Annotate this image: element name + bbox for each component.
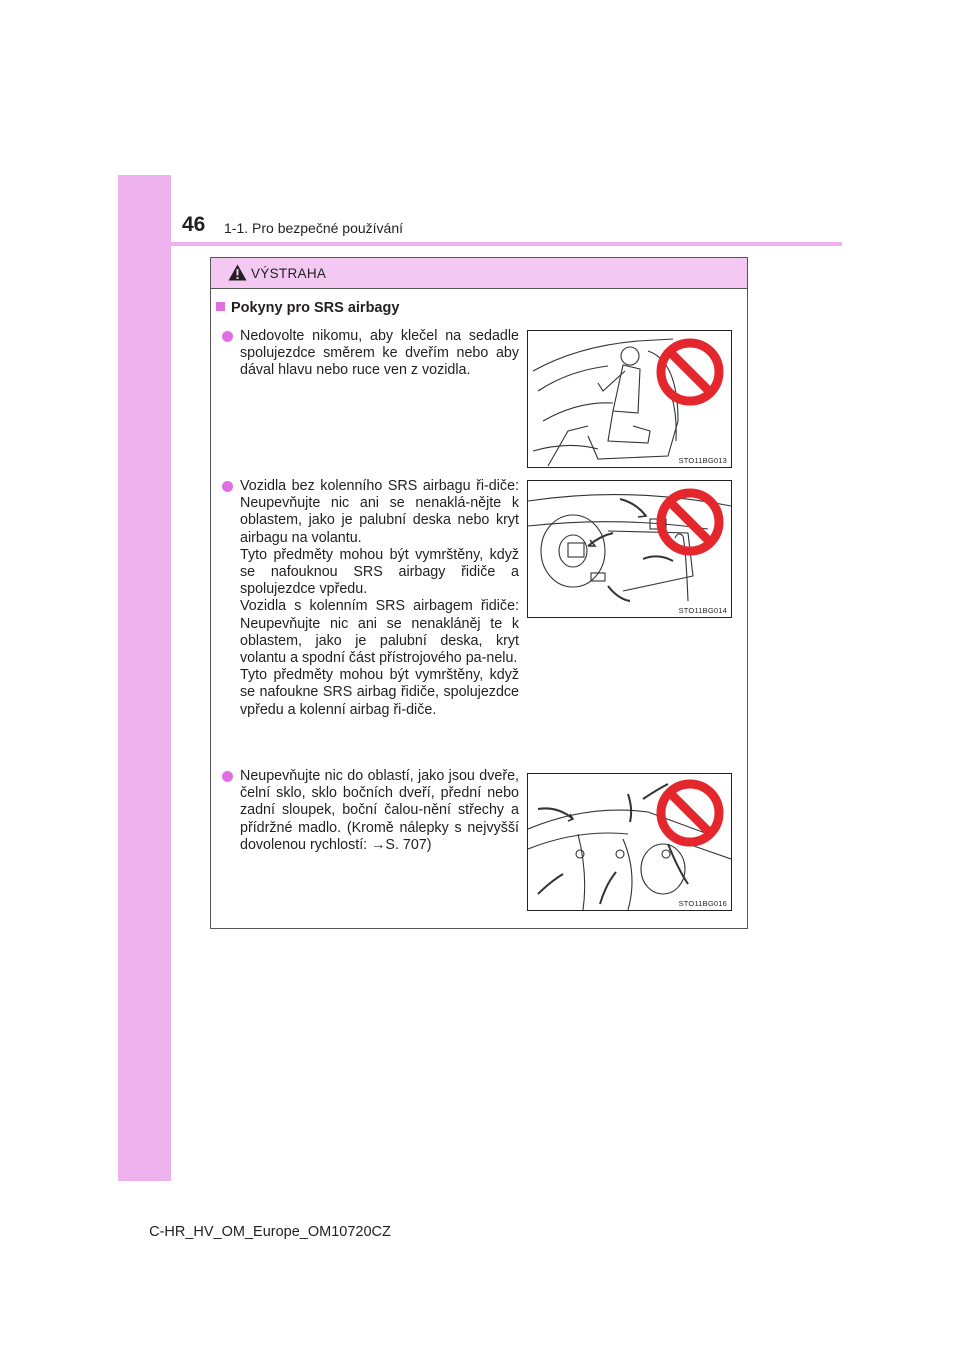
bullet-icon: [222, 481, 233, 492]
prohibition-icon: [655, 778, 725, 848]
section-title: 1-1. Pro bezpečné používání: [224, 220, 404, 236]
list-item: [222, 328, 519, 380]
warning-box: [210, 257, 748, 929]
list-item: [222, 478, 519, 719]
square-bullet-icon: [216, 302, 225, 311]
warning-header: [211, 258, 747, 289]
item-text: Nedovolte nikomu, aby klečel na sedadle spolujezdce směrem ke dveřím nebo aby dával hlavu nebo ruce ven z vozidla.: [240, 328, 519, 379]
figure-code: STO11BG013: [678, 456, 727, 465]
page-number: 46: [182, 213, 206, 236]
figure-code: STO11BG014: [678, 606, 727, 615]
prohibition-icon: [655, 337, 725, 407]
bullet-icon: [222, 771, 233, 782]
figure-code: STO11BG016: [678, 899, 727, 908]
list-item: [222, 768, 519, 854]
figure-interior-pillars: [527, 773, 732, 911]
item-text: Vozidla bez kolenního SRS airbagu ři-diče: Neupevňujte nic ani se nenaklá-nějte k oblastem, jako je palubní deska nebo kryt airbagu na volantu. Tyto předměty mohou být vymrštěny, když se nafouknou SRS airbagy řidiče a spolujezdce vpředu. Vozidla s kolenním SRS airbagem řidiče: Neupevňujte nic ani se nenakláněj te k oblastem, jako je palubní deska, kryt volantu a spodní část přístrojového pa-nelu. Tyto předměty mohou být vymrštěny, když se nafoukne SRS airbag řidiče, spolujezdce vpředu a kolenní airbag ři-diče.: [240, 478, 519, 718]
subheading: Pokyny pro SRS airbagy: [216, 300, 399, 316]
item-text: Neupevňujte nic do oblastí, jako jsou dveře, čelní sklo, sklo bočních dveří, přední nebo zadní sloupek, boční čalou-nění střechy a přídržné madlo. (Kromě nálepky s nejvyšší dovolenou rychlostí: →S. 707): [240, 768, 519, 853]
header-rule: [171, 242, 842, 246]
warning-triangle-icon: [228, 264, 247, 286]
prohibition-icon: [655, 487, 725, 557]
figure-kneeling-passenger: [527, 330, 732, 468]
side-tab-band: [118, 175, 171, 1181]
bullet-icon: [222, 331, 233, 342]
figure-dashboard-objects: [527, 480, 732, 618]
footer-code: C-HR_HV_OM_Europe_OM10720CZ: [149, 1224, 391, 1240]
warning-title: VÝSTRAHA: [251, 266, 327, 281]
